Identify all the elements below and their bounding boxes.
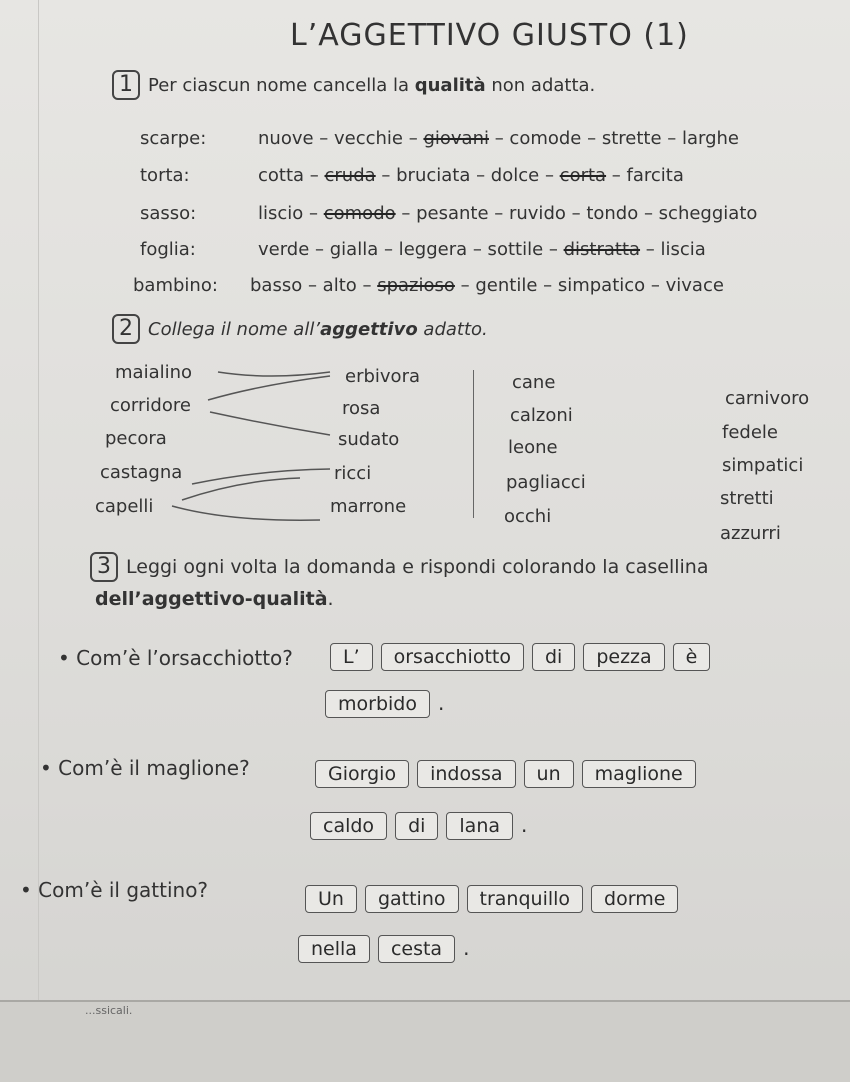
word-box[interactable]: nella bbox=[298, 935, 370, 963]
match-noun-left[interactable]: pecora bbox=[105, 428, 167, 449]
question-text: Com’è il gattino? bbox=[38, 878, 209, 902]
ex3-instruction bbox=[90, 552, 708, 582]
match-noun-left[interactable]: corridore bbox=[110, 395, 191, 416]
answer-row-2b bbox=[310, 812, 527, 840]
struck-adjective[interactable]: corta bbox=[559, 165, 607, 186]
word-box[interactable]: dorme bbox=[591, 885, 678, 913]
word-box-adjective[interactable]: morbido bbox=[325, 690, 430, 718]
question-1: • Com’è l’orsacchiotto? bbox=[58, 646, 293, 670]
ex3-instruction-end: . bbox=[327, 588, 334, 610]
struck-adjective[interactable]: comodo bbox=[323, 203, 396, 224]
ex1-noun: scarpe: bbox=[140, 128, 207, 149]
ex2-number: 2 bbox=[112, 314, 140, 344]
ex2-instruction-text: Collega il nome all’ bbox=[148, 319, 321, 340]
ex1-noun: sasso: bbox=[140, 203, 197, 224]
adj-text: liscio – bbox=[258, 203, 324, 224]
struck-adjective[interactable]: distratta bbox=[563, 239, 641, 260]
word-box[interactable]: di bbox=[395, 812, 438, 840]
ex1-instruction-bold: qualità bbox=[414, 75, 486, 96]
adj-text: cotta – bbox=[258, 165, 325, 186]
adj-text: nuove – vecchie – bbox=[258, 128, 424, 149]
match-noun-right[interactable]: occhi bbox=[504, 506, 552, 527]
adj-text: – bruciata – dolce – bbox=[375, 165, 560, 186]
match-adj-left[interactable]: sudato bbox=[338, 429, 400, 450]
question-3: • Com’è il gattino? bbox=[20, 878, 209, 902]
adj-text: basso – alto – bbox=[250, 275, 378, 296]
word-box[interactable]: pezza bbox=[583, 643, 664, 671]
match-line bbox=[182, 478, 300, 500]
ex1-noun: torta: bbox=[140, 165, 190, 186]
question-2: • Com’è il maglione? bbox=[40, 756, 250, 780]
answer-row-1a bbox=[330, 643, 718, 671]
word-box[interactable]: Un bbox=[305, 885, 357, 913]
match-line bbox=[208, 376, 330, 400]
match-adj-left[interactable]: erbivora bbox=[345, 366, 420, 387]
ex3-instruction-text: Leggi ogni volta la domanda e rispondi colorando la casellina bbox=[126, 556, 709, 578]
word-box[interactable]: L’ bbox=[330, 643, 373, 671]
match-noun-right[interactable]: pagliacci bbox=[506, 472, 586, 493]
struck-adjective[interactable]: spazioso bbox=[377, 275, 455, 296]
word-box[interactable]: gattino bbox=[365, 885, 459, 913]
word-box[interactable]: di bbox=[532, 643, 575, 671]
question-text: Com’è l’orsacchiotto? bbox=[76, 646, 293, 670]
word-box[interactable]: lana bbox=[446, 812, 513, 840]
page-title: L’AGGETTIVO GIUSTO (1) bbox=[290, 18, 689, 53]
match-adj-left[interactable]: marrone bbox=[330, 496, 407, 517]
ex1-instruction-end: non adatta. bbox=[485, 75, 596, 96]
column-divider bbox=[473, 370, 474, 518]
word-box-adjective[interactable]: caldo bbox=[310, 812, 387, 840]
match-noun-right[interactable]: leone bbox=[508, 437, 558, 458]
adj-text: verde – gialla – leggera – sottile – bbox=[258, 239, 564, 260]
ex2-instruction-bold: aggettivo bbox=[320, 319, 418, 340]
word-box[interactable]: indossa bbox=[417, 760, 515, 788]
struck-adjective[interactable]: giovani bbox=[423, 128, 489, 149]
ex1-noun: bambino: bbox=[133, 275, 218, 296]
word-box[interactable]: è bbox=[673, 643, 711, 671]
match-adj-right[interactable]: fedele bbox=[722, 422, 778, 443]
ex3-instruction-bold: dell’aggettivo-qualità bbox=[95, 588, 328, 610]
match-adj-right[interactable]: stretti bbox=[720, 488, 774, 509]
word-box[interactable]: maglione bbox=[582, 760, 696, 788]
ex3-number: 3 bbox=[90, 552, 118, 582]
adj-text: – pesante – ruvido – tondo – scheggiato bbox=[395, 203, 758, 224]
match-line bbox=[210, 412, 330, 435]
match-noun-left[interactable]: capelli bbox=[95, 496, 154, 517]
ex2-instruction-end: adatto. bbox=[417, 319, 488, 340]
word-box-adjective[interactable]: tranquillo bbox=[467, 885, 584, 913]
match-noun-left[interactable]: maialino bbox=[115, 362, 193, 383]
sentence-end: . bbox=[437, 691, 445, 715]
adj-text: – farcita bbox=[606, 165, 684, 186]
word-box[interactable]: Giorgio bbox=[315, 760, 409, 788]
match-line bbox=[218, 372, 330, 376]
sentence-end: . bbox=[521, 813, 528, 837]
sentence-end: . bbox=[463, 936, 470, 960]
match-adj-left[interactable]: rosa bbox=[342, 398, 381, 419]
match-noun-left[interactable]: castagna bbox=[100, 462, 183, 483]
word-box[interactable]: orsacchiotto bbox=[381, 643, 524, 671]
match-noun-right[interactable]: cane bbox=[512, 372, 556, 393]
answer-row-2a bbox=[315, 760, 704, 788]
struck-adjective[interactable]: cruda bbox=[324, 165, 376, 186]
match-adj-right[interactable]: carnivoro bbox=[725, 388, 810, 409]
footer-text: ...ssicali. bbox=[85, 1004, 133, 1017]
adj-text: – gentile – simpatico – vivace bbox=[454, 275, 724, 296]
ex1-number: 1 bbox=[112, 70, 140, 100]
ex1-instruction-text: Per ciascun nome cancella la bbox=[148, 75, 415, 96]
adj-text: – comode – strette – larghe bbox=[488, 128, 739, 149]
ex3-instruction-line2 bbox=[95, 588, 334, 610]
match-line bbox=[172, 506, 320, 520]
match-adj-right[interactable]: simpatici bbox=[722, 455, 804, 476]
ex1-noun: foglia: bbox=[140, 239, 196, 260]
answer-row-1b bbox=[325, 690, 444, 718]
match-adj-right[interactable]: azzurri bbox=[720, 523, 781, 544]
adj-text: – liscia bbox=[640, 239, 706, 260]
question-text: Com’è il maglione? bbox=[58, 756, 250, 780]
match-noun-right[interactable]: calzoni bbox=[510, 405, 573, 426]
answer-row-3a bbox=[305, 885, 686, 913]
match-adj-left[interactable]: ricci bbox=[334, 463, 372, 484]
answer-row-3b bbox=[298, 935, 469, 963]
word-box[interactable]: un bbox=[524, 760, 574, 788]
word-box[interactable]: cesta bbox=[378, 935, 455, 963]
